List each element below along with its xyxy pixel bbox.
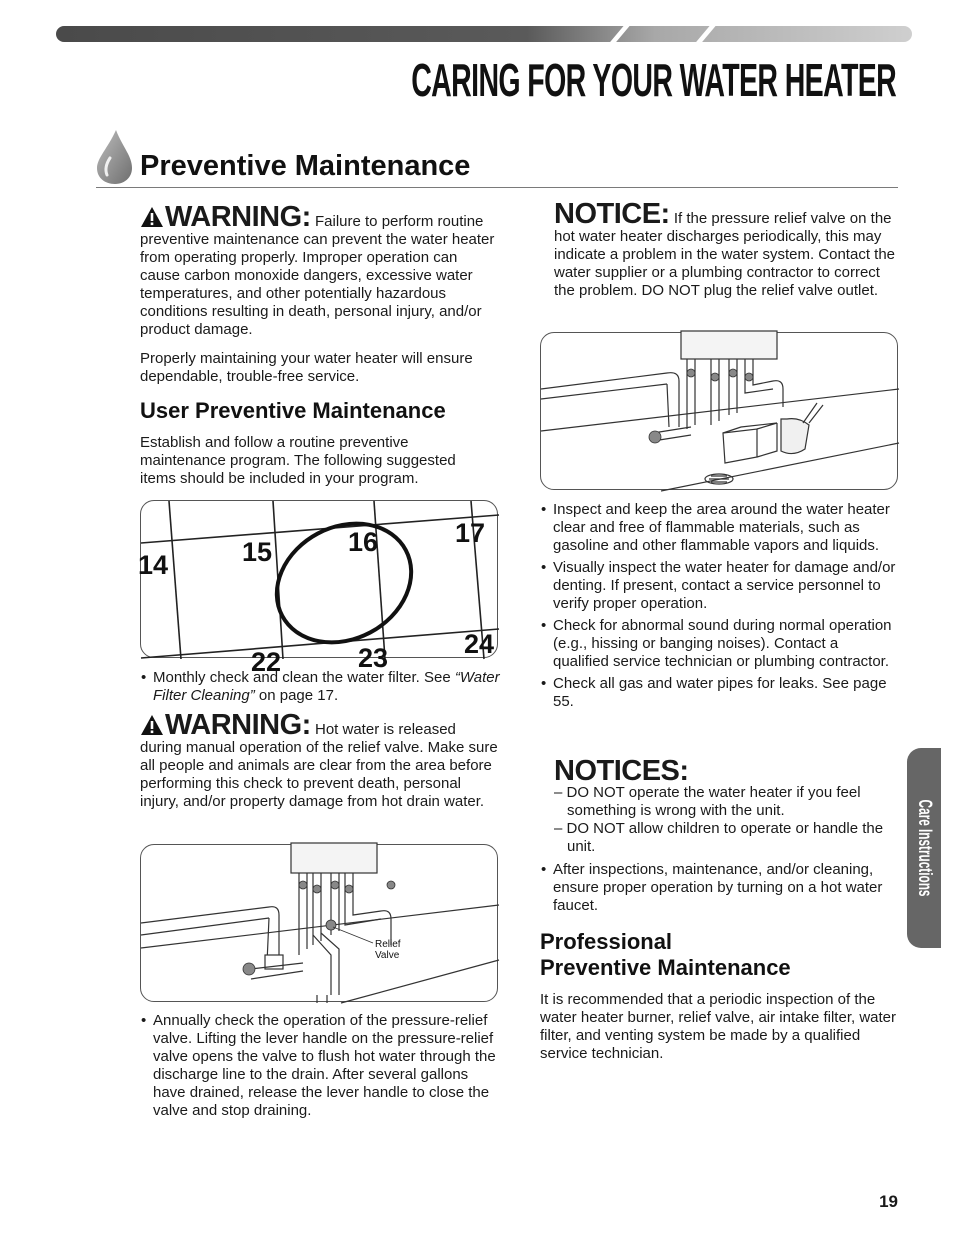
warning-block-1 bbox=[140, 201, 500, 339]
warning-triangle-icon bbox=[140, 714, 164, 736]
page-reference: “Water Filter Cleaning” bbox=[153, 669, 500, 704]
notice-block bbox=[554, 198, 898, 300]
side-tab-care-instructions bbox=[907, 748, 941, 948]
relief-valve-illustration bbox=[140, 844, 498, 1002]
list-item: • Inspect and keep the area around the water heater clear and free of flammable materials, such as gasoline and other flammable vapors and liquids. bbox=[540, 501, 898, 555]
user-maintenance-heading: User Preventive Maintenance bbox=[140, 398, 446, 423]
discharge-illustration bbox=[540, 332, 898, 490]
notices-list bbox=[541, 784, 897, 856]
calendar-day-14: 14 bbox=[138, 550, 169, 580]
professional-heading-line-2: Preventive Maintenance bbox=[540, 955, 791, 980]
calendar-day-23: 23 bbox=[358, 643, 389, 673]
warning-label: WARNING: bbox=[165, 709, 311, 741]
calendar-day-16: 16 bbox=[348, 527, 379, 557]
section-rule bbox=[96, 187, 898, 188]
side-tab-label: Care Instructions bbox=[914, 799, 935, 897]
inspection-bullet-list bbox=[540, 501, 898, 715]
calendar-day-15: 15 bbox=[242, 537, 273, 567]
section-title: Preventive Maintenance bbox=[140, 150, 471, 182]
intro-paragraph: Properly maintaining your water heater will ensure dependable, trouble-free service. bbox=[140, 350, 473, 385]
warning-text: Hot water is released during manual operation of the relief valve. Make sure all people and animals are clear from the area before performing this check to prevent death, personal injury, and/or property damage from hot drain water. bbox=[140, 721, 498, 810]
list-item: • Monthly check and clean the water filter. See “Water Filter Cleaning” on page 17. bbox=[140, 669, 502, 705]
professional-heading bbox=[540, 929, 791, 981]
list-item: – DO NOT operate the water heater if you feel something is wrong with the unit. bbox=[554, 784, 861, 819]
relief-valve-label: Relief bbox=[375, 939, 401, 950]
svg-text:22: 22 bbox=[251, 647, 282, 677]
monthly-bullet-list bbox=[140, 669, 502, 709]
notice-text: If the pressure relief valve on the hot water heater discharges periodically, this may indicate a problem in the water system. Contact the water supplier or a plumbing contractor to correct the problem. DO NOT plug the relief valve outlet. bbox=[554, 210, 896, 299]
warning-block-2 bbox=[140, 709, 500, 811]
notices-heading: NOTICES: bbox=[554, 755, 689, 787]
warning-label: WARNING: bbox=[165, 201, 311, 233]
warning-triangle-icon bbox=[140, 206, 164, 228]
list-item: • Check for abnormal sound during normal operation (e.g., hissing or banging noises). Contact a qualified service technician or plumbing contractor. bbox=[540, 617, 898, 671]
list-item: • Check all gas and water pipes for leaks. See page 55. bbox=[540, 675, 898, 711]
page-number: 19 bbox=[879, 1192, 898, 1211]
professional-text: It is recommended that a periodic inspection of the water heater burner, relief valve, air intake filter, water filter, and venting system be made by a qualified service technician. bbox=[540, 991, 897, 1062]
list-item: • Annually check the operation of the pressure-relief valve. Lifting the lever handle on the pressure-relief valve opens the valve to flush hot water through the discharge line to the drain. After several gallons have drained, release the lever handle to close the valve and stop draining. bbox=[140, 1012, 502, 1120]
after-inspection-bullet bbox=[540, 861, 898, 919]
calendar-day-17: 17 bbox=[455, 518, 486, 548]
notice-label: NOTICE: bbox=[554, 198, 670, 230]
warning-text: Failure to perform routine preventive maintenance can prevent the water heater from operating properly. Improper operation can cause carbon monoxide dangers, excessive water temperatures, and other potentially hazardous conditions resulting in death, personal injury, and/or product damage. bbox=[140, 213, 495, 338]
page-title: CARING FOR YOUR WATER HEATER bbox=[411, 54, 896, 106]
calendar-day-24: 24 bbox=[464, 629, 495, 659]
water-drop-icon bbox=[94, 128, 134, 186]
list-item: • Visually inspect the water heater for damage and/or denting. If present, contact a service personnel to verify proper operation. bbox=[540, 559, 898, 613]
user-maintenance-text: Establish and follow a routine preventive maintenance program. The following suggested items should be included in your program. bbox=[140, 434, 456, 487]
professional-heading-line-1: Professional bbox=[540, 929, 673, 954]
header-bar bbox=[56, 26, 912, 42]
annual-bullet-list bbox=[140, 1012, 502, 1124]
list-item: – DO NOT allow children to operate or handle the unit. bbox=[554, 820, 884, 855]
list-item: • After inspections, maintenance, and/or cleaning, ensure proper operation by turning on a hot water faucet. bbox=[540, 861, 898, 915]
calendar-illustration bbox=[138, 500, 498, 677]
relief-valve-label-2: Valve bbox=[375, 950, 400, 961]
